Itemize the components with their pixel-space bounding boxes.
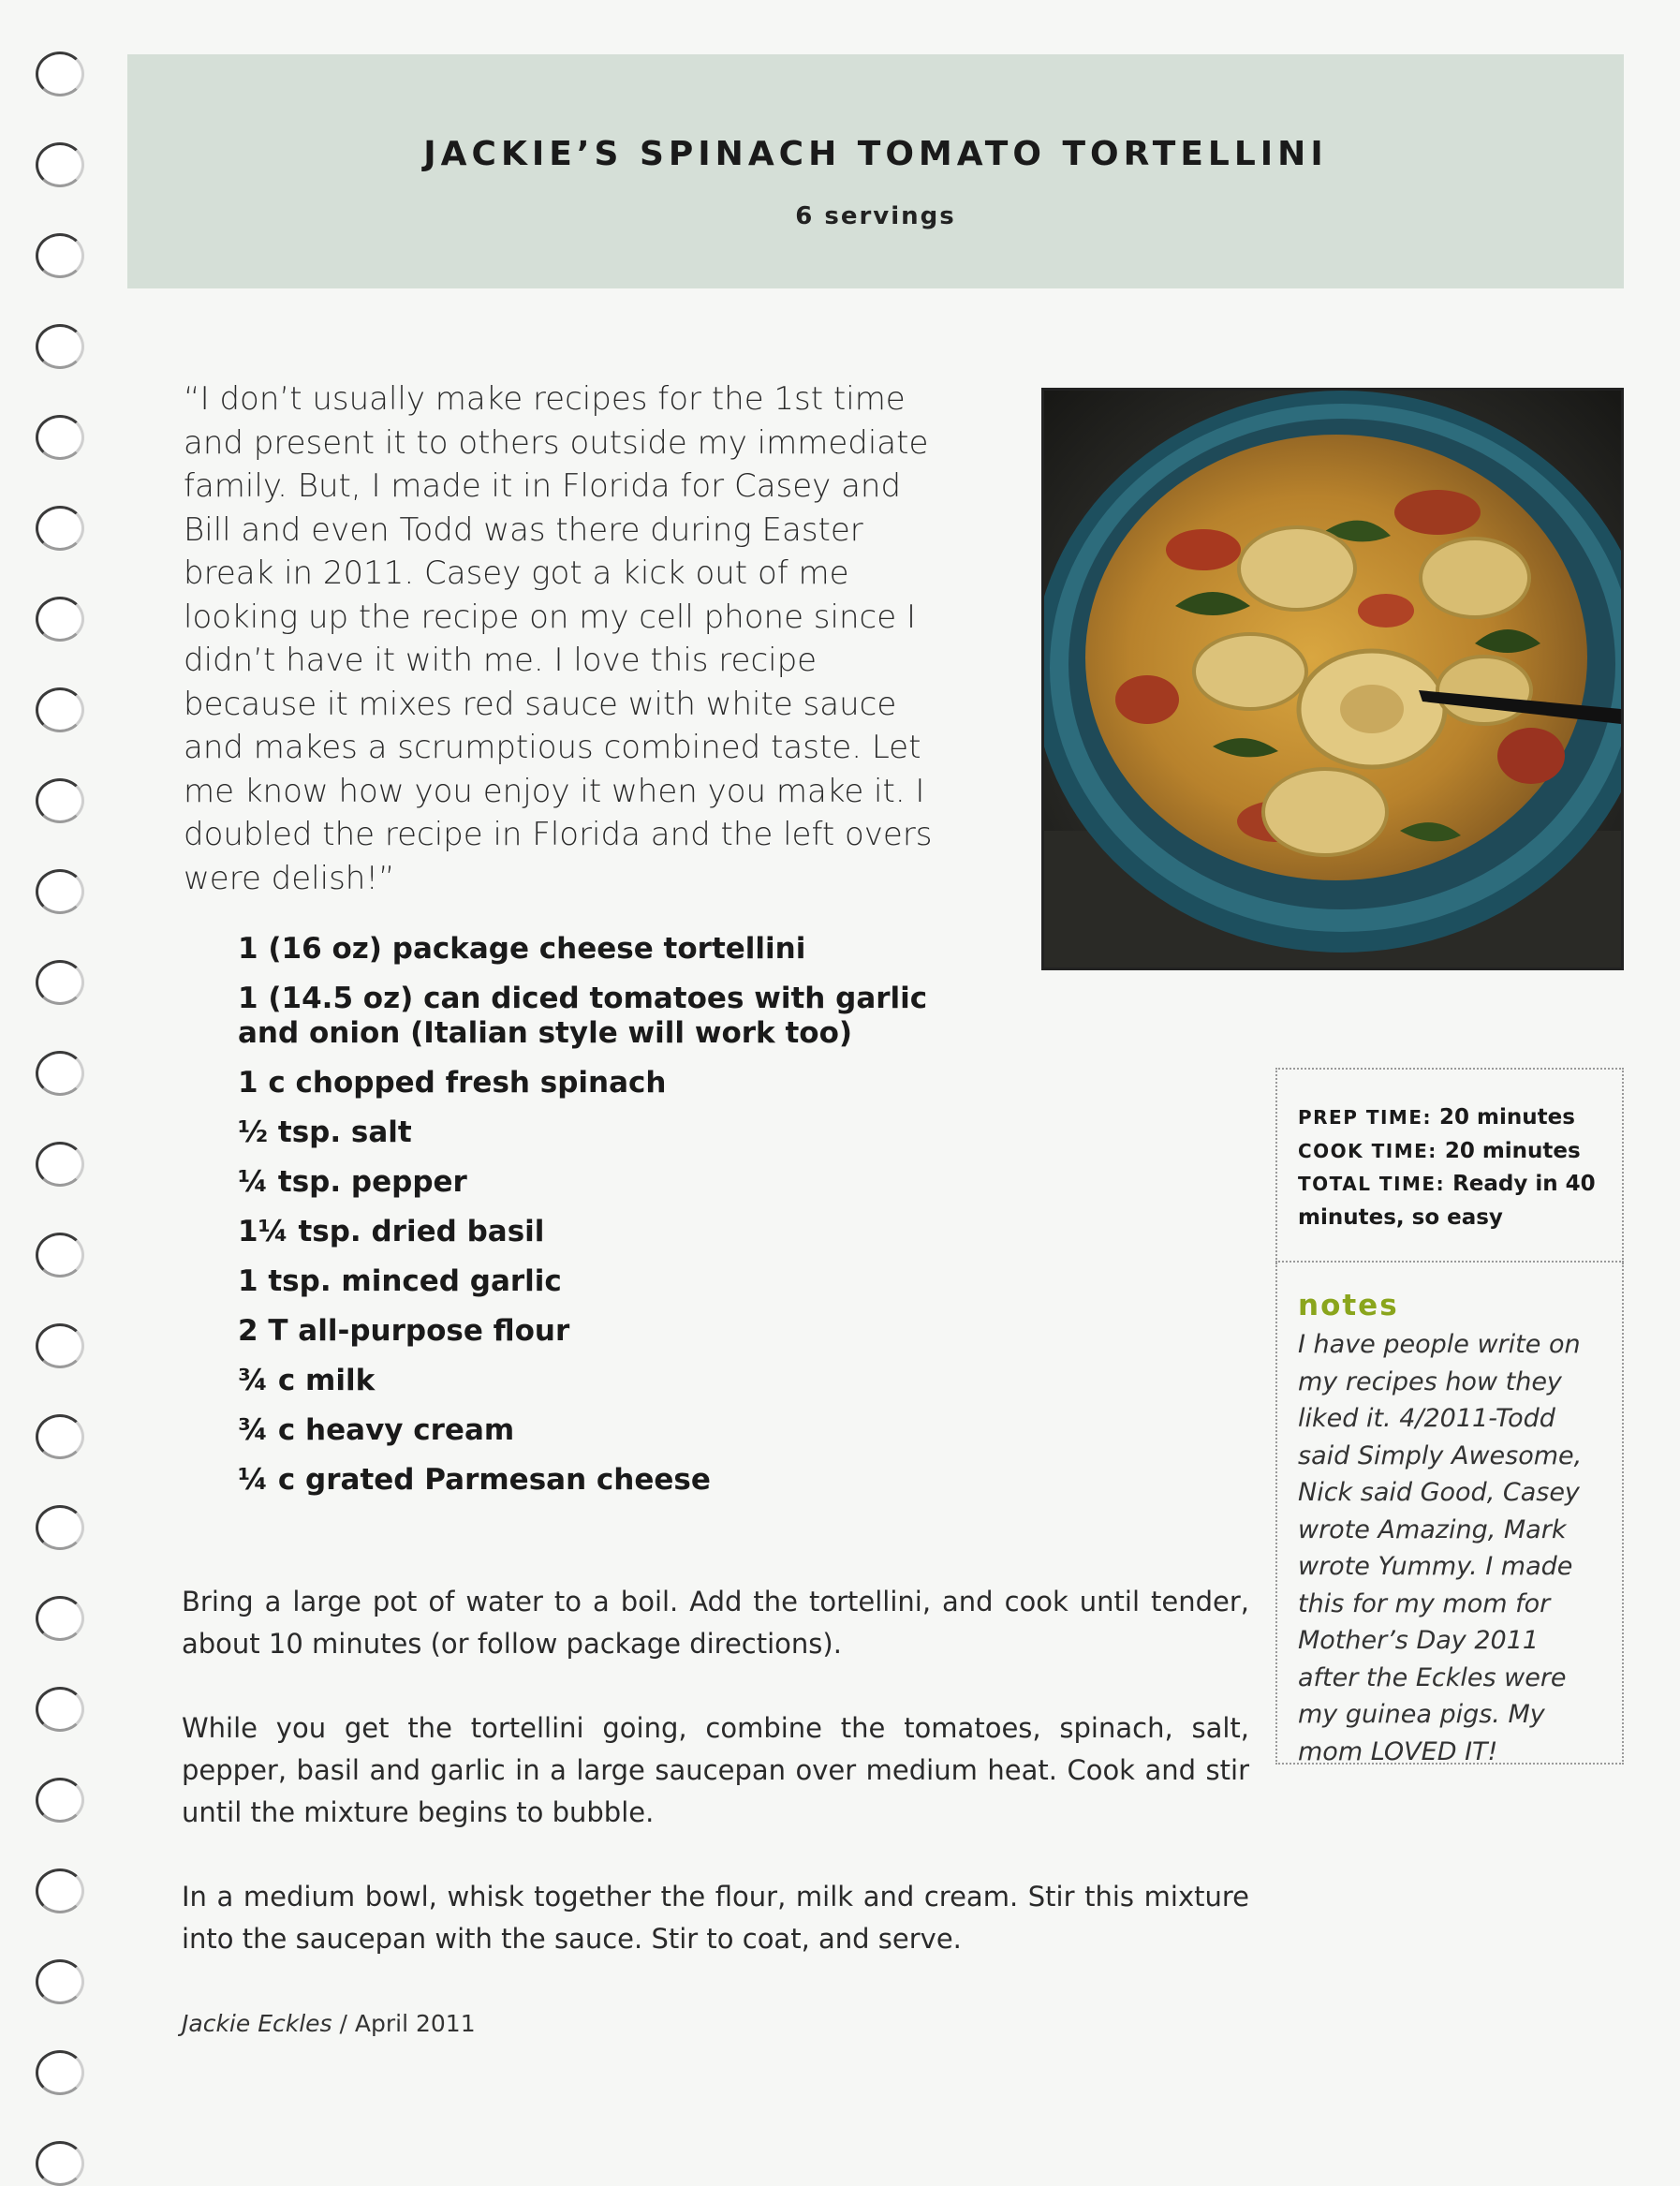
tortellini-bowl-image [1044,391,1621,967]
binder-hole [36,687,84,732]
recipe-title: JACKIE’S SPINACH TOMATO TORTELLINI [423,135,1328,173]
binder-hole [36,1233,84,1278]
cook-time-label: COOK TIME: [1298,1139,1437,1162]
binder-hole [36,1868,84,1913]
total-time-value: Ready in 40 minutes, so easy [1298,1172,1596,1230]
time-box [1275,1068,1624,1263]
binder-hole [36,1051,84,1096]
intro-quote: “I don’t usually make recipes for the 1st time and present it to others outside my immediate family. But, I made it in Florida for Casey and Bill and even Todd was there during Easter break in 2011. Casey got a kick out of me looking up the recipe on my cell phone since I didn’t have it with me. I love this recipe because it mixes red sauce with white sauce and makes a scrumptious combined taste. Let me know how you enjoy it when you make it. I doubled the recipe in Florida and the left overs were delish!” [184,380,933,897]
byline-date: April 2011 [354,2010,476,2037]
byline-separator: / [339,2010,347,2037]
binder-hole [36,960,84,1005]
binder-hole [36,1596,84,1641]
binder-hole [36,2050,84,2095]
cook-time-value: 20 minutes [1444,1138,1581,1163]
direction-step: Bring a large pot of water to a boil. Add the tortellini, and cook until tender, about 10 minutes (or follow package directions). [182,1586,1249,1660]
binder-hole [36,869,84,914]
binder-hole [36,1687,84,1732]
prep-time-label: PREP TIME: [1298,1106,1432,1129]
binder-hole [36,778,84,823]
binder-hole [36,1323,84,1368]
cook-time-row [1298,1135,1601,1169]
prep-time-value: 20 minutes [1439,1105,1575,1130]
ingredient-item: ¼ tsp. pepper [238,1165,467,1199]
prep-time-row [1298,1101,1601,1135]
directions [182,1581,1249,2002]
binder-hole [36,1142,84,1187]
binder-hole [36,506,84,551]
binder-hole [36,597,84,642]
dish-photo [1041,388,1624,970]
binder-hole [36,324,84,369]
binder-hole [36,1959,84,2004]
ingredient-item: 1 (16 oz) package cheese tortellini [238,932,806,966]
notes-title: notes [1298,1289,1399,1322]
binder-hole [36,1778,84,1823]
byline [182,2010,476,2037]
binder-hole [36,142,84,187]
byline-author: Jackie Eckles [182,2010,332,2037]
direction-step: While you get the tortellini going, combine the tomatoes, spinach, salt, pepper, basil and garlic in a large saucepan over medium heat. Cook and stir until the mixture begins to bubble. [182,1712,1249,1828]
ingredient-item: ¼ c grated Parmesan cheese [238,1463,711,1497]
binder-hole [36,52,84,96]
ingredient-item: 2 T all-purpose flour [238,1314,570,1348]
ingredient-item: 1 (14.5 oz) can diced tomatoes with garlic and onion (Italian style will work too) [238,982,928,1050]
ingredient-item: 1 c chopped fresh spinach [238,1066,667,1100]
ingredient-item: 1 tsp. minced garlic [238,1264,562,1298]
binder-hole [36,1505,84,1550]
recipe-header [127,54,1624,288]
direction-step: In a medium bowl, whisk together the flour, milk and cream. Stir this mixture into the saucepan with the sauce. Stir to coat, and serve. [182,1881,1249,1955]
notes-box [1275,1263,1624,1765]
binder-hole [36,1414,84,1459]
total-time-label: TOTAL TIME: [1298,1173,1446,1195]
notes-body: I have people write on my recipes how they liked it. 4/2011-Todd said Simply Awesome, Nick said Good, Casey wrote Amazing, Mark wrote Yummy. I made this for my mom for Mother’s Day 2011 after the Eckles were my guinea pigs. My mom LOVED IT! [1298,1330,1583,1766]
binder-hole [36,415,84,460]
ingredient-item: ½ tsp. salt [238,1115,412,1149]
ingredient-item: ¾ c milk [238,1364,376,1397]
ingredient-list [238,932,987,1513]
ingredient-item: 1¼ tsp. dried basil [238,1215,545,1248]
binder-hole [36,233,84,278]
total-time-row [1298,1168,1601,1234]
servings-label: 6 servings [795,202,956,230]
ingredient-item: ¾ c heavy cream [238,1413,515,1447]
binder-hole [36,2141,84,2186]
